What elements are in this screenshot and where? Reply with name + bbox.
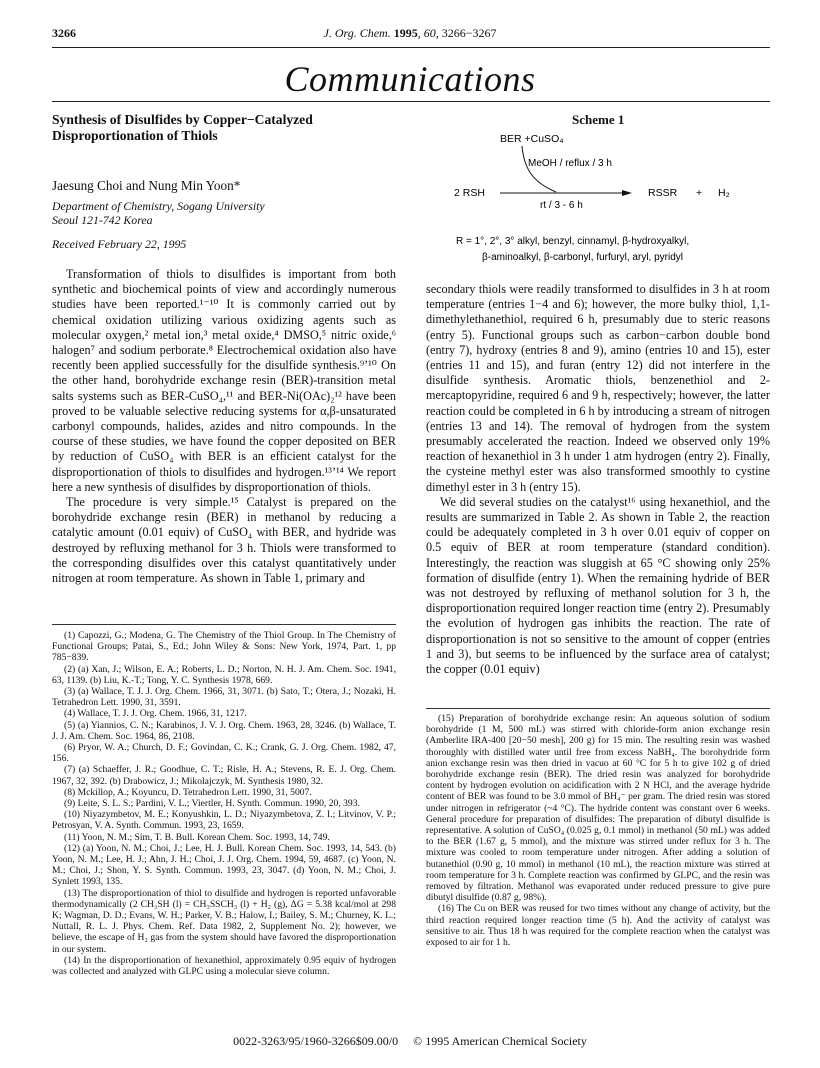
journal-year: 1995: [393, 26, 418, 40]
article-affiliation: [52, 199, 265, 227]
scheme-reactant: 2 RSH: [454, 187, 485, 199]
footnote: (3) (a) Wallace, T. J. J. Org. Chem. 1966, 31, 3071. (b) Sato, T.; Otera, J.; Nozaki, H. Tetrahedron Lett. 1990, 31, 3591.: [52, 686, 396, 709]
body-right: [426, 282, 770, 677]
footnote: (11) Yoon, N. M.; Sim, T. B. Bull. Korean Chem. Soc. 1993, 14, 749.: [64, 831, 330, 843]
footnote: (10) Niyazymbetov, M. E.; Konyushkin, L. D.; Niyazymbetova, Z. I.; Litvinov, V. P.; Petrosyan, V. A. Synth. Commun. 1993, 23, 1659.: [52, 809, 396, 832]
section-rule: [52, 101, 770, 102]
header-rule: [52, 47, 770, 48]
scheme-arrow-head: [622, 190, 632, 196]
article-title: Synthesis of Disulfides by Copper−Catalyzed Disproportionation of Thiols: [52, 112, 313, 143]
footnote: (2) (a) Xan, J.; Wilson, E. A.; Roberts, L. D.; Norton, N. H. J. Am. Chem. Soc. 1941, 63, 1139. (b) Liu, K.-T.; Tong, Y. C. Synthesis 1978, 669.: [52, 663, 396, 686]
scheme-plus: +: [696, 187, 703, 199]
journal-volume: 60: [423, 26, 436, 40]
body-left: [52, 267, 396, 586]
scheme-byproduct: H₂: [718, 187, 730, 199]
scheme-reagent-top: BER +CuSO₄: [500, 133, 564, 145]
footnote: (4) Wallace, T. J. J. Org. Chem. 1966, 31, 1217.: [64, 708, 247, 720]
paragraph: The procedure is very simple.¹⁵ Catalyst is prepared on the borohydride exchange resin (BER) in methanol by reducing a catalytic amount (0.01 equiv) of CuSO₄ with BER, and hydride was destroyed by refluxing methanol for 3 h. Thiols were transformed to the corresponding disulfides over this catalyst quantitatively under nitrogen at room temperature. As shown in Table 1, primary and: [52, 495, 396, 586]
footnotes-left: [52, 630, 396, 977]
received-date: Received February 22, 1995: [52, 237, 187, 251]
footer-copyright: © 1995 American Chemical Society: [413, 1034, 587, 1048]
footnote-rule-left: [52, 624, 396, 625]
footnote: (7) (a) Schaeffer, J. R.; Goodhue, C. T.; Risle, H. A.; Stevens, R. E. J. Org. Chem. 1967, 32, 392. (b) Drabowicz, J.; Mikolajczyk, M. Synthesis 1980, 32.: [52, 764, 396, 787]
footnote: (1) Capozzi, G.; Modena, G. The Chemistry of the Thiol Group. In The Chemistry of Functional Groups; Patai, S., Ed.; John Wiley & Sons: New York, 1974, Part. 1, pp 785−839.: [52, 630, 396, 664]
footnote: (6) Pryor, W. A.; Church, D. F.; Govindan, C. K.; Crank, G. J. Org. Chem. 1982, 47, 156.: [52, 742, 396, 765]
scheme-reagent-side: MeOH / reflux / 3 h: [528, 158, 612, 169]
affiliation-line-2: Seoul 121-742 Korea: [52, 213, 153, 227]
affiliation-line-1: Department of Chemistry, Sogang University: [52, 199, 265, 213]
footnote: (5) (a) Yiannios, C. N.; Karabinos, J. V. J. Org. Chem. 1963, 28, 3246. (b) Wallace, T. J. J. Am. Chem. Soc. 1964, 86, 2108.: [52, 719, 396, 742]
scheme-title: Scheme 1: [572, 112, 625, 127]
paragraph: Transformation of thiols to disulfides is important from both synthetic and biochemical points of view and accordingly numerous studies have been reported.¹⁻¹⁰ It is commonly carried out by chemical oxidation utilizing various oxidizing agents such as molecular oxygen,² metal ion,³ metal oxide,⁴ DMSO,⁵ nitric oxide,⁶ halogen⁷ and sodium perborate.⁸ Electrochemical oxidation also have recently been applied successfully for the disulfide synthesis.⁹ʼ¹⁰ On the other hand, borohydride exchange resin (BER)-transition metal salts systems such as BER-CuSO₄,¹¹ and BER-Ni(OAc)₂¹² have been proved to be valuable selective reducing systems for α,β-unsaturated carbonyl compounds, halides, azides and nitro compounds. In the course of these studies, we have found the copper deposited on BER by reduction of CuSO₄ with BER is an efficient catalyst for the disproportionation of thiols to disulfides and hydrogen.¹³ʼ¹⁴ We report here a new synthesis of disulfides by disproportionation of thiols.: [52, 267, 396, 494]
footer-code: 0022-3263/95/1960-3266$09.00/0: [233, 1034, 399, 1048]
article-authors: Jaesung Choi and Nung Min Yoon*: [52, 178, 241, 193]
scheme-product: RSSR: [648, 187, 678, 199]
footnote: (8) Mckillop, A.; Koyuncu, D. Tetrahedron Lett. 1990, 31, 5007.: [64, 786, 312, 798]
footnote: (13) The disproportionation of thiol to disulfide and hydrogen is reported unfavorable thermodynamically (2 CH₃SH (l) = CH₃SSCH₃ (l) + H₂ (g), ΔG = 5.38 kcal/mol at 298 K; Wagman, D. D.; Evans, W. H.; Parker, V. B.; Halow, I.; Bailey, S. M.; Churney, K. L.; Nuttall, R. L. J. Phys. Chem. Ref. Data 1982, 2, Supplement No. 2); however, we believe, the escape of H₂ gas from the system should have favored the disproportionation in our system.: [52, 887, 396, 955]
scheme-r-definition-2: β-aminoalkyl, β-carbonyl, furfuryl, aryl, pyridyl: [482, 252, 684, 263]
paragraph: secondary thiols were readily transformed to disulfides in 3 h at room temperature (entries 1−4 and 6); however, the more bulky thiol, 1,1-dimethylethanethiol, required 6 h, presumably due to steric reasons (entry 5). Functional groups such as carbon−carbon double bond (entry 7), hydroxy (entries 8 and 9), amino (entries 10 and 15), ester (entries 11 and 15), and furan (entry 12) did not interfere in the disulfide synthesis. Aromatic thiols, benzenethiol and 2-mercaptopyridine, required 6 and 9 h, respectively; however, the latter reaction could be completed in 6 h by introducing a stream of nitrogen (entries 13 and 14). The removal of hydrogen from the system presumably accelerated the reaction. Indeed we observed only 19% reaction of hexanethiol in 3 h under 1 atm hydrogen (entry 2). Finally, the cysteine methyl ester was also transformed smoothly to cystine dimethyl ester in 3 h (entry 15).: [426, 282, 770, 494]
footnotes-right: [426, 713, 770, 948]
scheme-reagent-curve: [522, 146, 556, 192]
footnote: (12) (a) Yoon, N. M.; Choi, J.; Lee, H. J. Bull. Korean Chem. Soc. 1993, 14, 543. (b) Yoon, N. M.; Lee, H. J.; Ahn, J. H.; Choi, J. J. Org. Chem. 1994, 59, 4687. (c) Yoon, N. M.; Choi, J.; Shon, Y. S. Synth. Commun. 1993, 23, 3047. (d) Yoon, N. M.; Choi, J. Synlett 1993, 135.: [52, 842, 396, 888]
journal-citation: J. Org. Chem. 1995, 60, 3266−3267: [323, 26, 497, 40]
footnote: (16) The Cu on BER was reused for two times without any change of activity, but the third reaction required longer reaction time (5 h). And the activity of catalyst was sensitive to air. Thus 18 h was required for the complete reaction when the catalyst was exposed to air for 1 h.: [426, 903, 770, 949]
footnote: (14) In the disproportionation of hexanethiol, approximately 0.95 equiv of hydrogen was collected and analyzed with GLPC using a molecular sieve column.: [52, 954, 396, 978]
scheme-diagram: [452, 126, 770, 276]
page-number: 3266: [52, 26, 76, 40]
footnote-rule-right: [426, 708, 770, 709]
journal-name: J. Org. Chem.: [323, 26, 391, 40]
page-footer: [0, 1034, 820, 1049]
scheme-r-definition-1: R = 1°, 2°, 3° alkyl, benzyl, cinnamyl, β-hydroxyalkyl,: [456, 236, 690, 247]
paragraph: We did several studies on the catalyst¹⁶ using hexanethiol, and the results are summarized in Table 2. As shown in Table 2, the reaction could be adequately completed in 3 h over 0.01 equiv of copper on 0.5 equiv of BER at room temperature (standard condition). Interestingly, the reaction was sluggish at 65 °C showing only 25% formation of disulfide (entry 1). When the remaining hydride of BER was not destroyed by refluxing of methanol solution for 3 h, the disproportionation required longer reaction time (entry 2). Presumably the evolution of hydrogen gas inhibits the reaction. The rate of disproportionation is not so sensitive to the amount of copper (entries 1 and 3), but seems to be influenced by the surface area of catalyst; the copper (0.01 equiv): [426, 494, 770, 677]
scheme-conditions: rt / 3 - 6 h: [540, 200, 583, 211]
footnote: (9) Leite, S. L. S.; Pardini, V. L.; Viertler, H. Synth. Commun. 1990, 20, 393.: [64, 798, 360, 810]
section-title: Communications: [284, 59, 536, 99]
journal-pages: 3266−3267: [441, 26, 497, 40]
footnote: (15) Preparation of borohydride exchange resin: An aqueous solution of sodium borohydride (1 M, 500 mL) was stirred with chloride-form anion exchange resin (Amberlite IRA-400 [20−50 mesh], 200 g) for 15 min. The resulting resin was washed thoroughly with distilled water until free from excess NaBH₄. The borohydride form anion exchange resin was then dried in vacuo at 60 °C for 5 h to give 102 g of dried borohydride exchange resin (BER). The dried resin was analyzed for borohydride content by hydrogen evolution on acidification with 2 N HCl, and the average hydride content of BER was found to be 3.0 mmol of BH₄⁻ per gram. The dried resin was stored under nitrogen in refrigerator (~4 °C). The hydride content was constant over 6 weeks. General procedure for preparation of disulfides: The preparation of dibutyl disulfide is representative. A solution of CuSO₄ (0.025 g, 0.1 mmol) in methanol (50 mL) was added to the BER (1.67 g, 5 mmol), and the mixture was stirred under reflux for 3 h. The mixture was cooled to room temperature under nitrogen. After adding a solution of butanethiol (0.90 g, 10 mmol) in methanol (10 mL), the reaction mixture was stirred at room temperature for 3 h. Complete reaction was confirmed by GLPC, and the resin was removed by filtration. Methanol was evaporated under reduced pressure to give pure dibutyl disulfide (0.87 g, 98%).: [426, 713, 770, 904]
